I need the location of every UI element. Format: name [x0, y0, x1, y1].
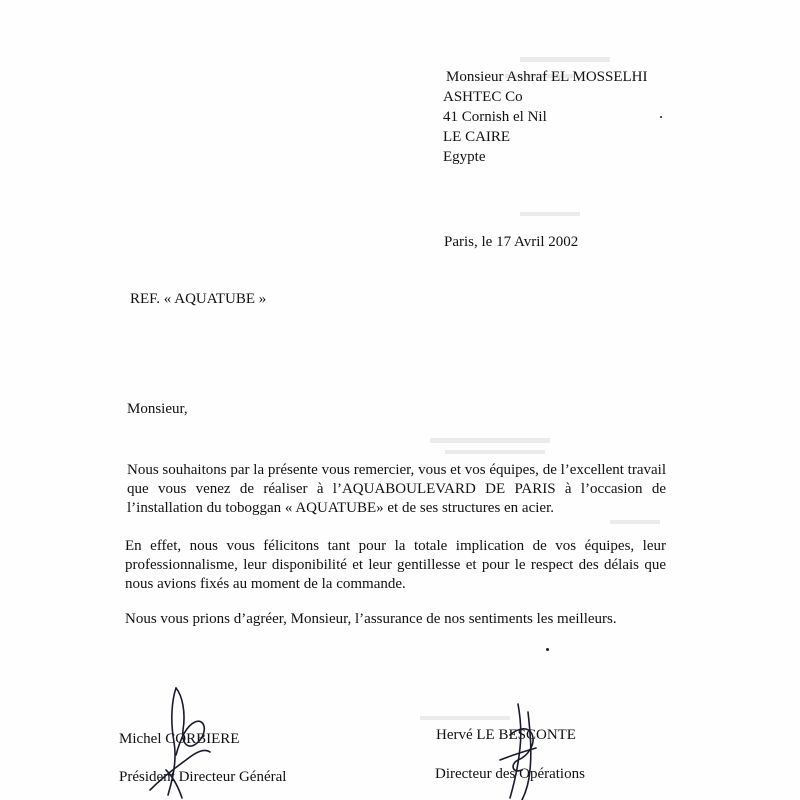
recipient-address: [443, 67, 648, 167]
body-paragraph-2: En effet, nous vous félicitons tant pour la totale implication de vos équipes, leur professionnalisme, leur disponibilité et leur gentillesse et pour le respect des délais que nous avions fixés au moment de la commande.: [125, 538, 666, 592]
recipient-city: LE CAIRE: [443, 129, 511, 145]
signature-2: [500, 704, 536, 800]
reference-line: REF. « AQUATUBE »: [130, 291, 267, 307]
letter-date: Paris, le 17 Avril 2002: [444, 234, 579, 250]
speck: [546, 648, 549, 651]
speck: [660, 116, 662, 118]
recipient-name: Monsieur Ashraf EL MOSSELHI: [446, 69, 648, 85]
body-paragraph-1: Nous souhaitons par la présente vous remercier, vous et vos équipes, de l’excellent travail que vous venez de réaliser à l’AQUABOULEVARD DE PARIS à l’occasion de l’installation du toboggan « AQUATUBE» et de ses structures en acier.: [127, 462, 666, 516]
body-paragraph-3: Nous vous prions d’agréer, Monsieur, l’assurance de nos sentiments les meilleurs.: [125, 611, 617, 627]
recipient-company: ASHTEC Co: [443, 89, 523, 105]
salutation: Monsieur,: [127, 401, 188, 417]
recipient-street: 41 Cornish el Nil: [443, 109, 547, 125]
signatory-1-name: Michel CORBIERE: [119, 731, 240, 747]
recipient-country: Egypte: [443, 149, 486, 165]
signatory-1-title: Président Directeur Général: [119, 769, 287, 785]
signatory-2-name: Hervé LE BESCONTE: [436, 727, 576, 743]
signatory-2-title: Directeur des Opérations: [435, 766, 585, 782]
